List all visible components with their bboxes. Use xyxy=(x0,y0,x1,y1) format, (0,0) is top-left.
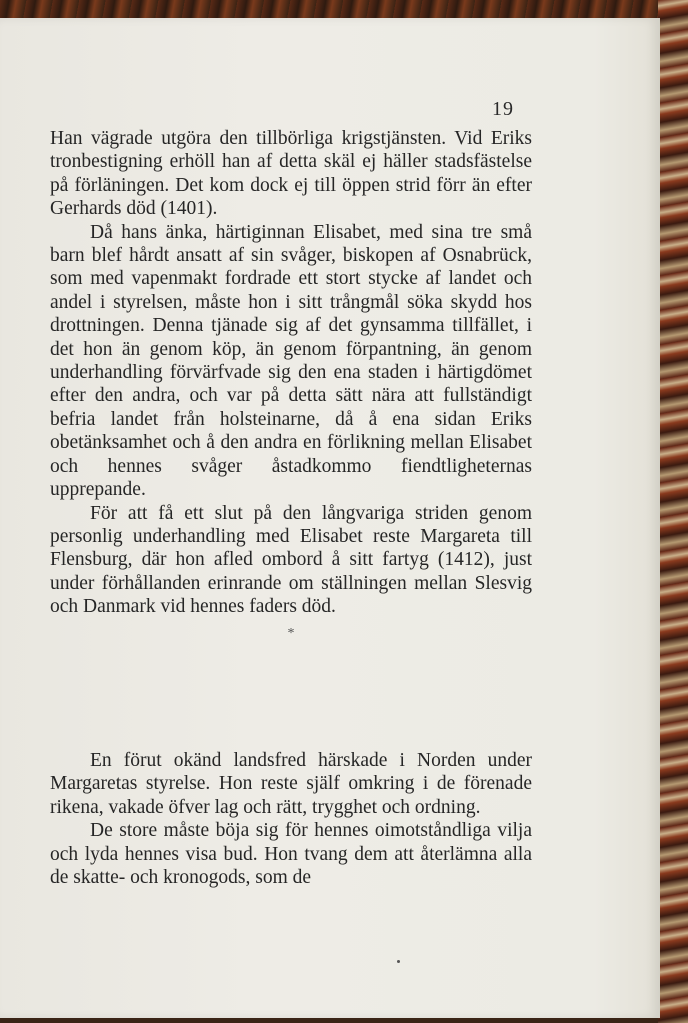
section-separator: * xyxy=(287,625,295,641)
paragraph-4: En förut okänd landsfred härskade i Norden under Margaretas styrelse. Hon reste själf omkring i de förenade rikena, vakade öfver lag och rätt, trygghet och ordning. xyxy=(50,750,532,818)
paragraph-2: Då hans änka, härtiginnan Elisabet, med sina tre små barn blef hårdt ansatt af sin svåger, biskopen af Osnabrück, som med vapenmakt fordrade ett stort stycke af landet och andel i styrelsen, måste hon i sitt trångmål söka skydd hos drottningen. Denna tjänade sig af det gynsamma tillfället, i det hon än genom köp, än genom förpantning, än genom underhandling förvärfvade sig den ena staden i härtigdömet efter den andra, och var på detta sätt nära att fullständigt befria landet från holsteinarne, då å ena sidan Eriks obetänksamhet och å den andra en förlikning mellan Elisabet och hennes svåger åstadkommo fiendtligheternas upprepande. xyxy=(50,221,532,501)
paragraph-5: De store måste böja sig för hennes oimotståndliga vilja och lyda hennes visa bud. Hon tvang dem att återlämna alla de skatte- och kronogods, som de xyxy=(50,820,532,889)
body-text xyxy=(50,127,532,691)
page-number: 19 xyxy=(492,98,514,120)
book-page xyxy=(0,18,660,1018)
paragraph-3: För att få ett slut på den långvariga striden genom personlig underhandling med Elisabet reste Margareta till Flensburg, där hon afled ombord å sitt fartyg (1412), just under förhållanden erinrande om ställningen mellan Slesvig och Danmark vid hennes faders död. xyxy=(50,502,532,618)
body-text-continued xyxy=(50,749,532,889)
paragraph-1: Han vägrade utgöra den tillbörliga krigstjänsten. Vid Eriks tronbestigning erhöll han af detta skäl ej häller stadsfästelse på förläningen. Det kom dock ej till öppen strid förr än efter Gerhards död (1401). xyxy=(50,128,532,220)
book-binding-edge xyxy=(658,0,688,1023)
paper-speck xyxy=(397,960,400,963)
